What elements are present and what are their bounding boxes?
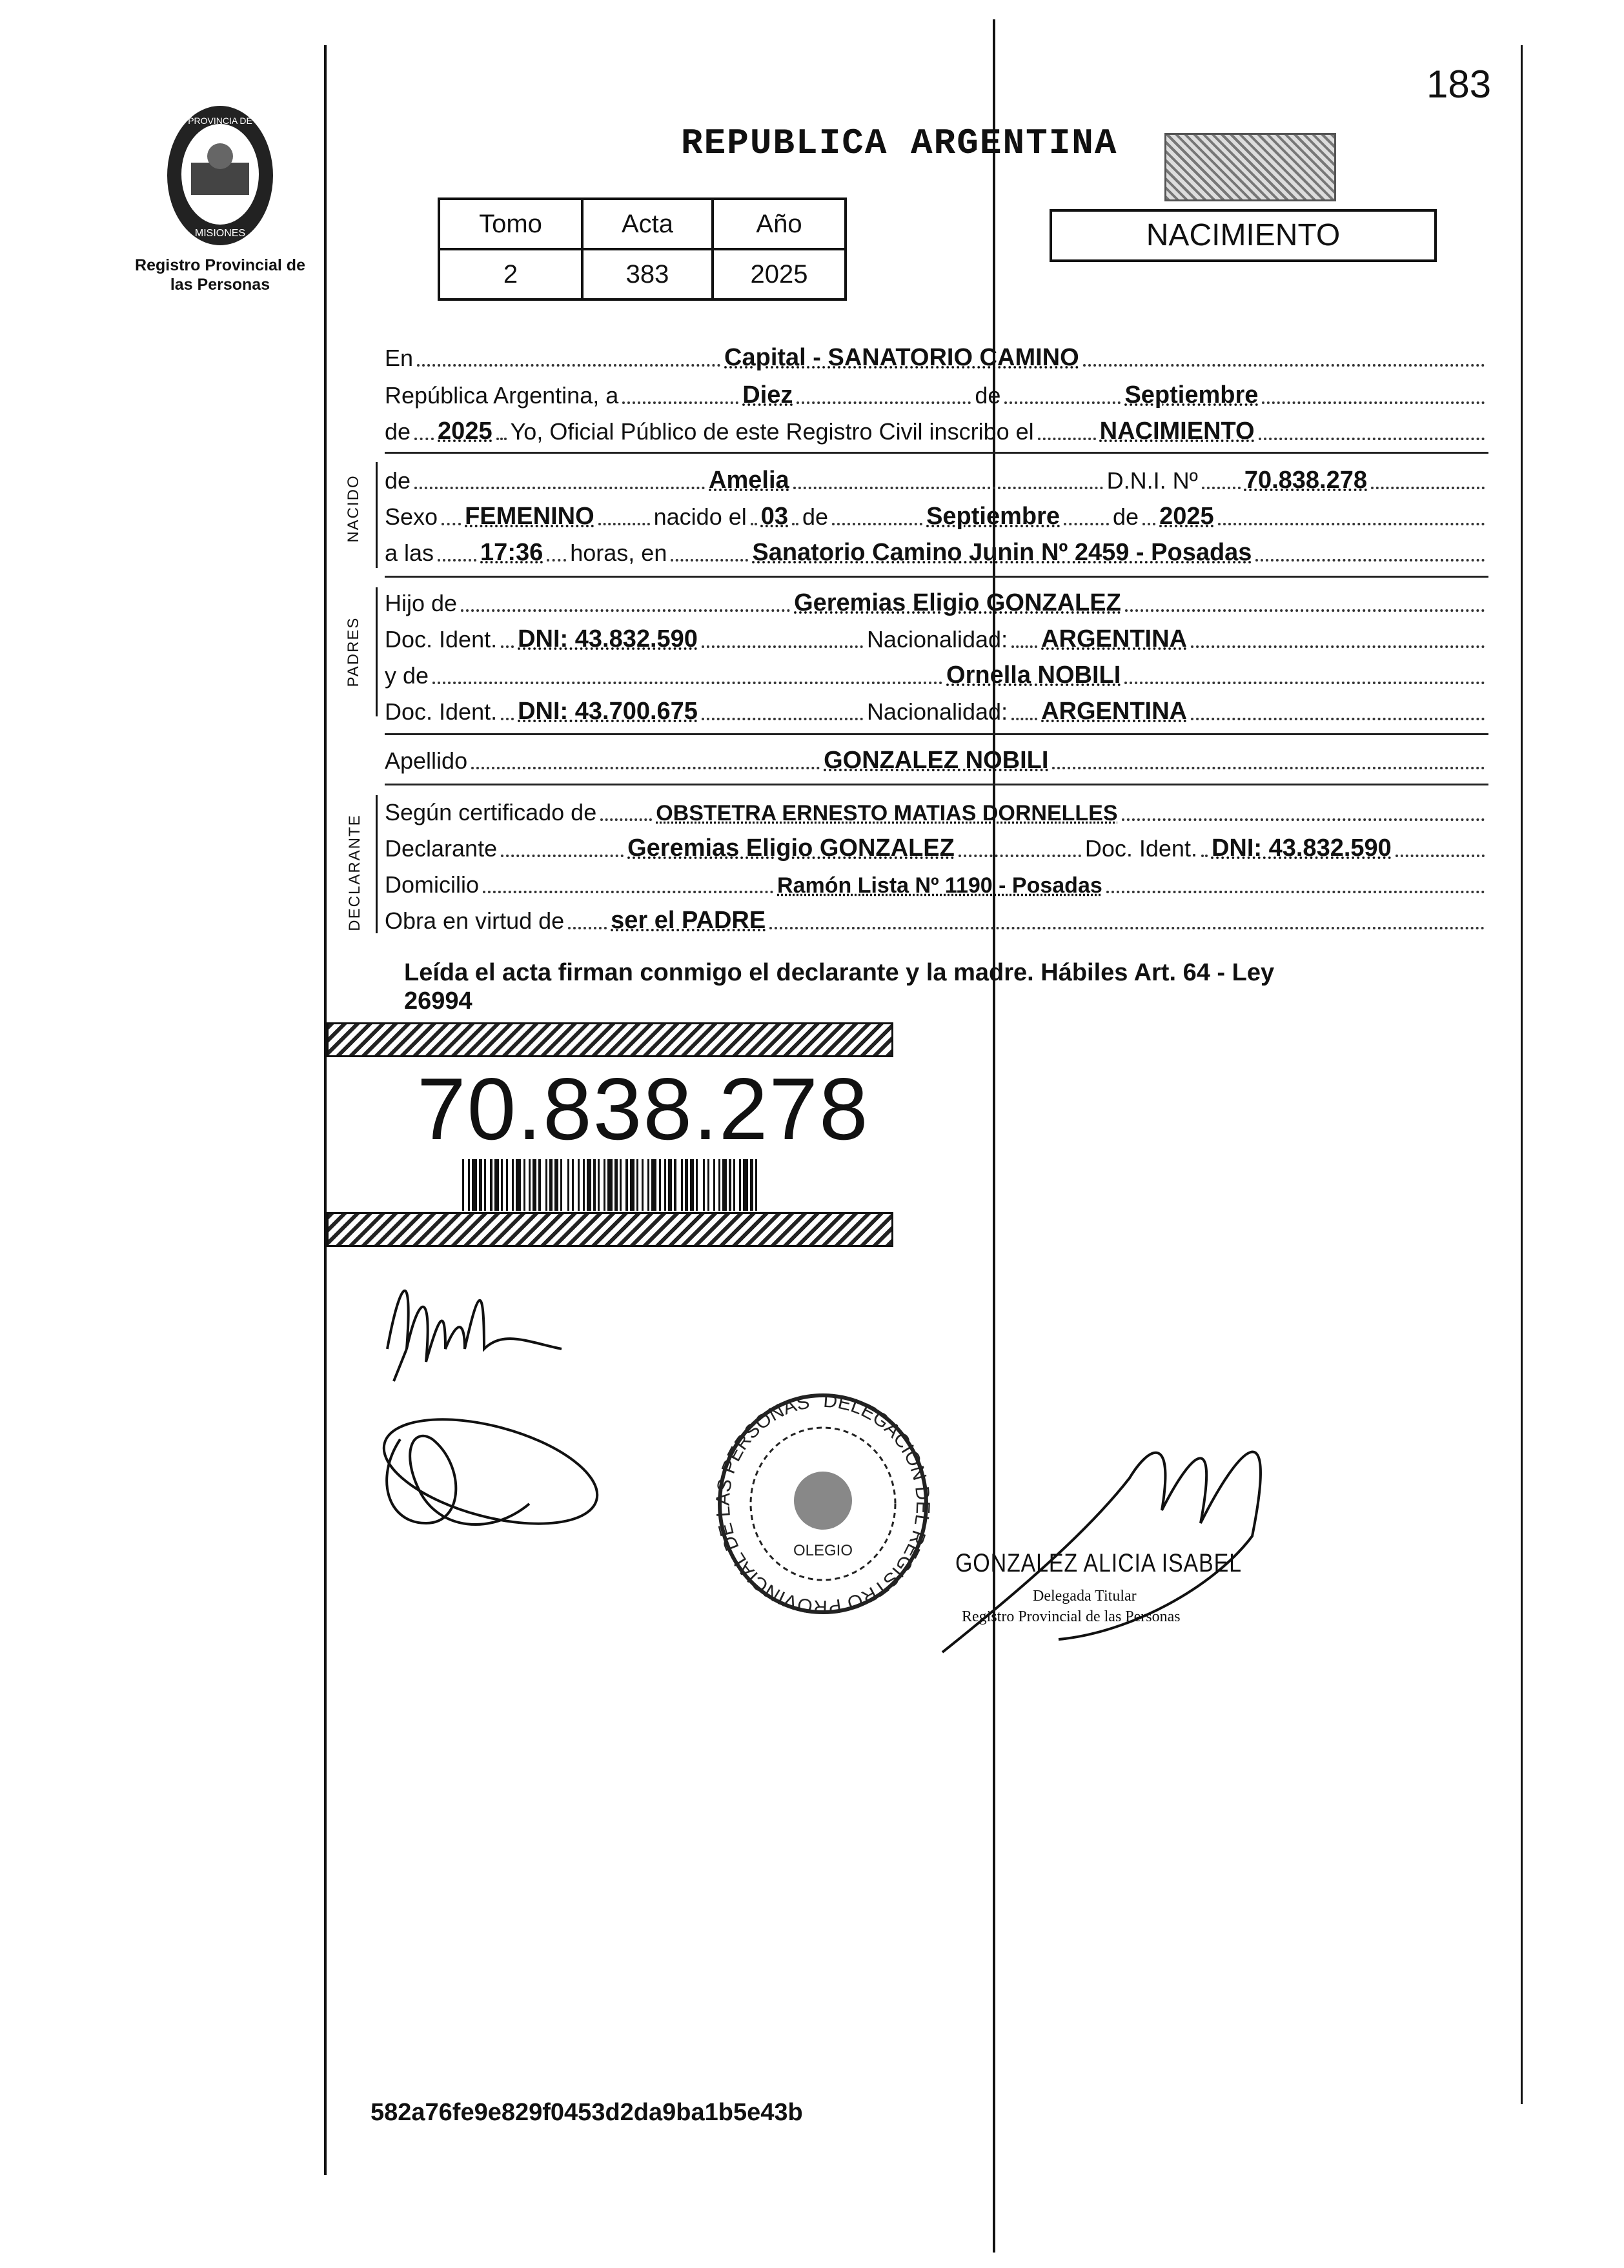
de-label-4: de <box>802 503 829 530</box>
page-number: 183 <box>1426 63 1492 106</box>
tomo-label: Tomo <box>439 199 582 249</box>
security-pattern-top <box>327 1022 893 1057</box>
mother-doc: DNI: 43.700.675 <box>518 698 698 725</box>
birth-time: 17:36 <box>480 539 543 566</box>
svg-text:DELEGACION DEL REGISTRO PROVIN: DELEGACION DEL REGISTRO PROVINCIAL DE LAS PERSONAS <box>712 1390 934 1618</box>
declarante-section-label: DECLARANTE <box>346 814 363 931</box>
mother-signature <box>361 1401 607 1549</box>
padres-section-label: PADRES <box>345 616 362 687</box>
en-label: En <box>385 345 414 371</box>
official-name: GONZALEZ ALICIA ISABEL <box>955 1549 1242 1577</box>
father-name: Geremias Eligio GONZALEZ <box>794 589 1121 616</box>
date-line <box>385 374 1488 412</box>
officer-line <box>385 410 1488 448</box>
record-header-row <box>439 199 846 249</box>
sex-line <box>385 496 1488 533</box>
record-value-row <box>439 249 846 299</box>
divider <box>385 784 1488 785</box>
declarant-name: Geremias Eligio GONZALEZ <box>627 835 955 862</box>
mother-line <box>385 654 1488 692</box>
padres-bracket <box>376 587 378 716</box>
day-words: Diez <box>742 381 793 409</box>
barcode-icon <box>462 1159 766 1211</box>
de-label-2: de <box>385 418 411 445</box>
nacido-bracket <box>376 462 378 568</box>
ano-value: 2025 <box>713 249 846 299</box>
capacity-line <box>385 900 1488 937</box>
hijo-label: Hijo de <box>385 590 458 616</box>
registry-name: Registro Provincial de las Personas <box>135 256 305 294</box>
year-value: 2025 <box>438 418 492 445</box>
record-table <box>438 197 847 301</box>
hours-label: horas, en <box>570 540 667 566</box>
dni-number: 70.838.278 <box>417 1060 869 1158</box>
doc-label-2: Doc. Ident. <box>385 698 498 725</box>
right-margin-line <box>1521 45 1523 2104</box>
tomo-value: 2 <box>439 249 582 299</box>
surname-label: Apellido <box>385 747 468 774</box>
born-month: Septiembre <box>926 503 1061 530</box>
shield-icon <box>147 98 293 253</box>
svg-text:PROVINCIA DE: PROVINCIA DE <box>188 116 252 126</box>
father-line <box>385 582 1488 620</box>
at-label: a las <box>385 540 434 566</box>
address-line <box>385 864 1488 901</box>
born-year: 2025 <box>1159 503 1214 530</box>
declarant-signature <box>374 1252 568 1394</box>
mother-nat: ARGENTINA <box>1041 698 1187 725</box>
father-doc: DNI: 43.832.590 <box>518 625 698 653</box>
divider <box>385 452 1488 454</box>
nat-label: Nacionalidad: <box>866 626 1008 653</box>
barcode <box>462 1159 766 1214</box>
document-type-box: NACIMIENTO <box>1050 209 1437 262</box>
dni-label: D.N.I. Nº <box>1106 467 1198 494</box>
decl-label: Declarante <box>385 835 498 862</box>
certificate-line <box>385 791 1488 829</box>
month-value: Septiembre <box>1124 381 1259 409</box>
official-title: Delegada Titular <box>1033 1588 1137 1605</box>
de-label: de <box>975 382 1001 409</box>
nacido-section-label: NACIDO <box>345 474 362 543</box>
closing-line-2: 26994 <box>404 987 472 1015</box>
name-line <box>385 460 1488 497</box>
sex-label: Sexo <box>385 503 438 530</box>
mother-doc-line <box>385 691 1488 728</box>
time-line <box>385 532 1488 569</box>
place-line <box>385 337 1488 374</box>
acta-value: 383 <box>582 249 713 299</box>
address-label: Domicilio <box>385 871 480 898</box>
sex-value: FEMENINO <box>465 503 594 530</box>
left-margin-line <box>324 45 327 2175</box>
closing-line-1: Leída el acta firman conmigo el declarante y la madre. Hábiles Art. 64 - Ley <box>404 959 1275 986</box>
declarante-bracket <box>376 795 378 933</box>
cert-label: Según certificado de <box>385 799 597 825</box>
capacity-value: ser el PADRE <box>611 907 766 934</box>
birth-place: Sanatorio Camino Junin Nº 2459 - Posadas <box>752 539 1252 566</box>
ano-label: Año <box>713 199 846 249</box>
declarant-line <box>385 827 1488 865</box>
provincial-shield-logo <box>147 98 293 253</box>
country-title: REPUBLICA ARGENTINA <box>681 123 1118 164</box>
divider <box>385 576 1488 578</box>
doc-label: Doc. Ident. <box>385 626 498 653</box>
child-name: Amelia <box>709 467 789 494</box>
surname-value: GONZALEZ NOBILI <box>824 747 1049 774</box>
svg-text:MISIONES: MISIONES <box>194 228 246 239</box>
official-stamp <box>704 1381 942 1626</box>
doc-label-3: Doc. Ident. <box>1084 835 1197 862</box>
father-doc-line <box>385 618 1488 656</box>
mother-name: Ornella NOBILI <box>946 662 1121 689</box>
divider <box>385 733 1488 735</box>
surname-line <box>385 740 1488 777</box>
born-label: nacido el <box>653 503 747 530</box>
de-label-3: de <box>385 467 411 494</box>
place-value: Capital - SANATORIO CAMINO <box>724 344 1079 371</box>
father-nat: ARGENTINA <box>1041 625 1187 653</box>
child-dni: 70.838.278 <box>1244 467 1368 494</box>
inscription-value: NACIMIENTO <box>1099 418 1255 445</box>
security-hologram <box>1164 133 1336 201</box>
cert-value: OBSTETRA ERNESTO MATIAS DORNELLES <box>656 801 1118 825</box>
acta-label: Acta <box>582 199 713 249</box>
document-hash: 582a76fe9e829f0453d2da9ba1b5e43b <box>370 2099 803 2126</box>
declarant-doc: DNI: 43.832.590 <box>1211 835 1392 862</box>
officer-text: Yo, Oficial Público de este Registro Civil inscribo el <box>510 418 1034 445</box>
svg-text:OLEGIO: OLEGIO <box>793 1542 853 1559</box>
born-day: 03 <box>760 503 789 530</box>
official-org: Registro Provincial de las Personas <box>962 1608 1181 1625</box>
capacity-label: Obra en virtud de <box>385 907 565 934</box>
address-value: Ramón Lista Nº 1190 - Posadas <box>777 873 1102 898</box>
republic-label: República Argentina, a <box>385 382 619 409</box>
nat-label-2: Nacionalidad: <box>866 698 1008 725</box>
and-label: y de <box>385 662 429 689</box>
security-pattern-bottom <box>327 1212 893 1247</box>
de-label-5: de <box>1113 503 1139 530</box>
